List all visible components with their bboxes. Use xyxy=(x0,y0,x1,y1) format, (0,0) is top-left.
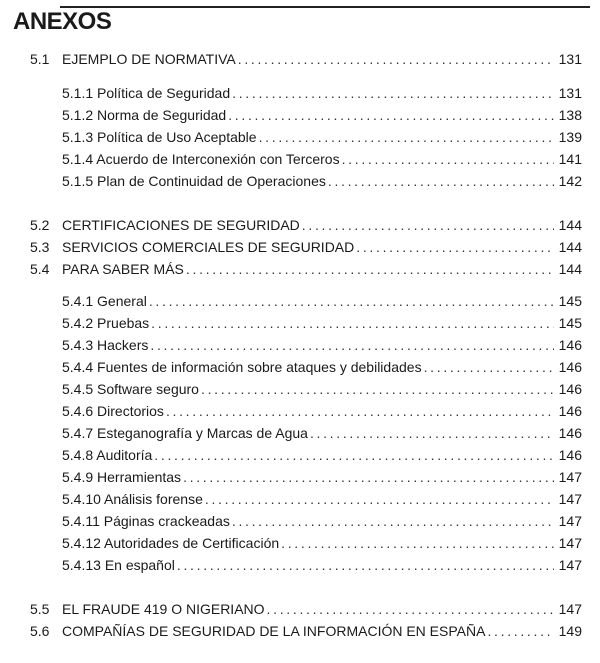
toc-subsection-entry[interactable] xyxy=(0,469,600,491)
section-title: CERTIFICACIONES DE SEGURIDAD xyxy=(62,217,300,233)
dot-leader xyxy=(238,51,554,67)
page-number: 141 xyxy=(558,151,582,167)
dot-leader xyxy=(166,403,554,419)
dot-leader xyxy=(151,315,554,331)
subsection-title: 5.4.5 Software seguro xyxy=(62,381,199,397)
toc-section-entry[interactable] xyxy=(0,217,600,239)
toc-section-entry[interactable] xyxy=(0,51,600,73)
section-title: COMPAÑÍAS DE SEGURIDAD DE LA INFORMACIÓN EN ESPAÑA xyxy=(62,623,486,639)
page-number: 147 xyxy=(558,469,582,485)
page-number: 131 xyxy=(558,51,582,67)
toc-subsection-entry[interactable] xyxy=(0,491,600,513)
toc-subsection-entry[interactable] xyxy=(0,425,600,447)
page-number: 142 xyxy=(558,173,582,189)
section-number: 5.3 xyxy=(30,239,50,255)
toc-subsection-entry[interactable] xyxy=(0,337,600,359)
toc-subsection-entry[interactable] xyxy=(0,151,600,173)
dot-leader xyxy=(154,447,554,463)
dot-leader xyxy=(149,293,554,309)
toc-subsection-entry[interactable] xyxy=(0,535,600,557)
page-number: 138 xyxy=(558,107,582,123)
dot-leader xyxy=(356,239,554,255)
dot-leader xyxy=(281,535,554,551)
subsection-title: 5.4.9 Herramientas xyxy=(62,469,182,485)
dot-leader xyxy=(424,359,554,375)
dot-leader xyxy=(228,107,554,123)
subsection-title: 5.1.5 Plan de Continuidad de Operaciones xyxy=(62,173,326,189)
dot-leader xyxy=(259,129,554,145)
dot-leader xyxy=(186,261,554,277)
section-number: 5.5 xyxy=(30,601,50,617)
toc-subsection-entry[interactable] xyxy=(0,129,600,151)
dot-leader xyxy=(267,601,554,617)
section-number: 5.1 xyxy=(30,51,50,67)
subsection-list xyxy=(0,85,600,195)
page-number: 149 xyxy=(558,623,582,639)
page-number: 147 xyxy=(558,491,582,507)
page-number: 139 xyxy=(558,129,582,145)
toc-subsection-entry[interactable] xyxy=(0,513,600,535)
page-number: 147 xyxy=(558,557,582,573)
section-title: EJEMPLO DE NORMATIVA xyxy=(62,51,236,67)
dot-leader xyxy=(328,173,554,189)
page-number: 146 xyxy=(558,403,582,419)
page-number: 144 xyxy=(558,261,582,277)
section-title: EL FRAUDE 419 O NIGERIANO xyxy=(62,601,265,617)
dot-leader xyxy=(205,491,554,507)
toc-section-entry[interactable] xyxy=(0,261,600,283)
page-number: 131 xyxy=(558,85,582,101)
page-number: 144 xyxy=(558,239,582,255)
page-number: 146 xyxy=(558,381,582,397)
toc-subsection-entry[interactable] xyxy=(0,173,600,195)
dot-leader xyxy=(183,469,554,485)
subsection-title: 5.4.11 Páginas crackeadas xyxy=(62,513,230,529)
subsection-title: 5.4.4 Fuentes de información sobre ataques y debilidades xyxy=(62,359,422,375)
subsection-title: 5.4.10 Análisis forense xyxy=(62,491,203,507)
page-number: 144 xyxy=(558,217,582,233)
page-number: 147 xyxy=(558,513,582,529)
section-title: PARA SABER MÁS xyxy=(62,261,184,277)
section-title: SERVICIOS COMERCIALES DE SEGURIDAD xyxy=(62,239,355,255)
page-number: 146 xyxy=(558,425,582,441)
section-number: 5.6 xyxy=(30,623,50,639)
toc-subsection-entry[interactable] xyxy=(0,315,600,337)
toc-subsection-entry[interactable] xyxy=(0,403,600,425)
section-number: 5.4 xyxy=(30,261,50,277)
page-number: 147 xyxy=(558,535,582,551)
section-number: 5.2 xyxy=(30,217,50,233)
subsection-title: 5.1.3 Política de Uso Aceptable xyxy=(62,129,257,145)
subsection-title: 5.1.4 Acuerdo de Interconexión con Terceros xyxy=(62,151,340,167)
toc-section-entry[interactable] xyxy=(0,601,600,623)
subsection-title: 5.1.2 Norma de Seguridad xyxy=(62,107,227,123)
subsection-title: 5.4.6 Directorios xyxy=(62,403,164,419)
page-title: ANEXOS xyxy=(13,8,112,35)
dot-leader xyxy=(201,381,554,397)
subsection-title: 5.4.8 Auditoría xyxy=(62,447,153,463)
page-number: 147 xyxy=(558,601,582,617)
page-number: 145 xyxy=(558,315,582,331)
page-number: 145 xyxy=(558,293,582,309)
dot-leader xyxy=(232,85,554,101)
subsection-list xyxy=(0,293,600,579)
dot-leader xyxy=(310,425,554,441)
toc-subsection-entry[interactable] xyxy=(0,107,600,129)
subsection-title: 5.4.1 General xyxy=(62,293,147,309)
subsection-title: 5.4.7 Esteganografía y Marcas de Agua xyxy=(62,425,308,441)
toc-subsection-entry[interactable] xyxy=(0,381,600,403)
toc-subsection-entry[interactable] xyxy=(0,447,600,469)
toc-subsection-entry[interactable] xyxy=(0,85,600,107)
page-number: 146 xyxy=(558,447,582,463)
toc-subsection-entry[interactable] xyxy=(0,557,600,579)
subsection-title: 5.4.3 Hackers xyxy=(62,337,149,353)
toc-section-entry[interactable] xyxy=(0,623,600,645)
dot-leader xyxy=(302,217,554,233)
page-number: 146 xyxy=(558,337,582,353)
subsection-title: 5.4.13 En español xyxy=(62,557,175,573)
table-of-contents xyxy=(0,51,600,645)
toc-subsection-entry[interactable] xyxy=(0,359,600,381)
dot-leader xyxy=(177,557,554,573)
toc-section-entry[interactable] xyxy=(0,239,600,261)
dot-leader xyxy=(150,337,554,353)
subsection-title: 5.1.1 Política de Seguridad xyxy=(62,85,231,101)
dot-leader xyxy=(342,151,554,167)
toc-subsection-entry[interactable] xyxy=(0,293,600,315)
dot-leader xyxy=(487,623,554,639)
header-rule xyxy=(60,6,590,8)
subsection-title: 5.4.12 Autoridades de Certificación xyxy=(62,535,280,551)
page-number: 146 xyxy=(558,359,582,375)
subsection-title: 5.4.2 Pruebas xyxy=(62,315,150,331)
dot-leader xyxy=(232,513,554,529)
